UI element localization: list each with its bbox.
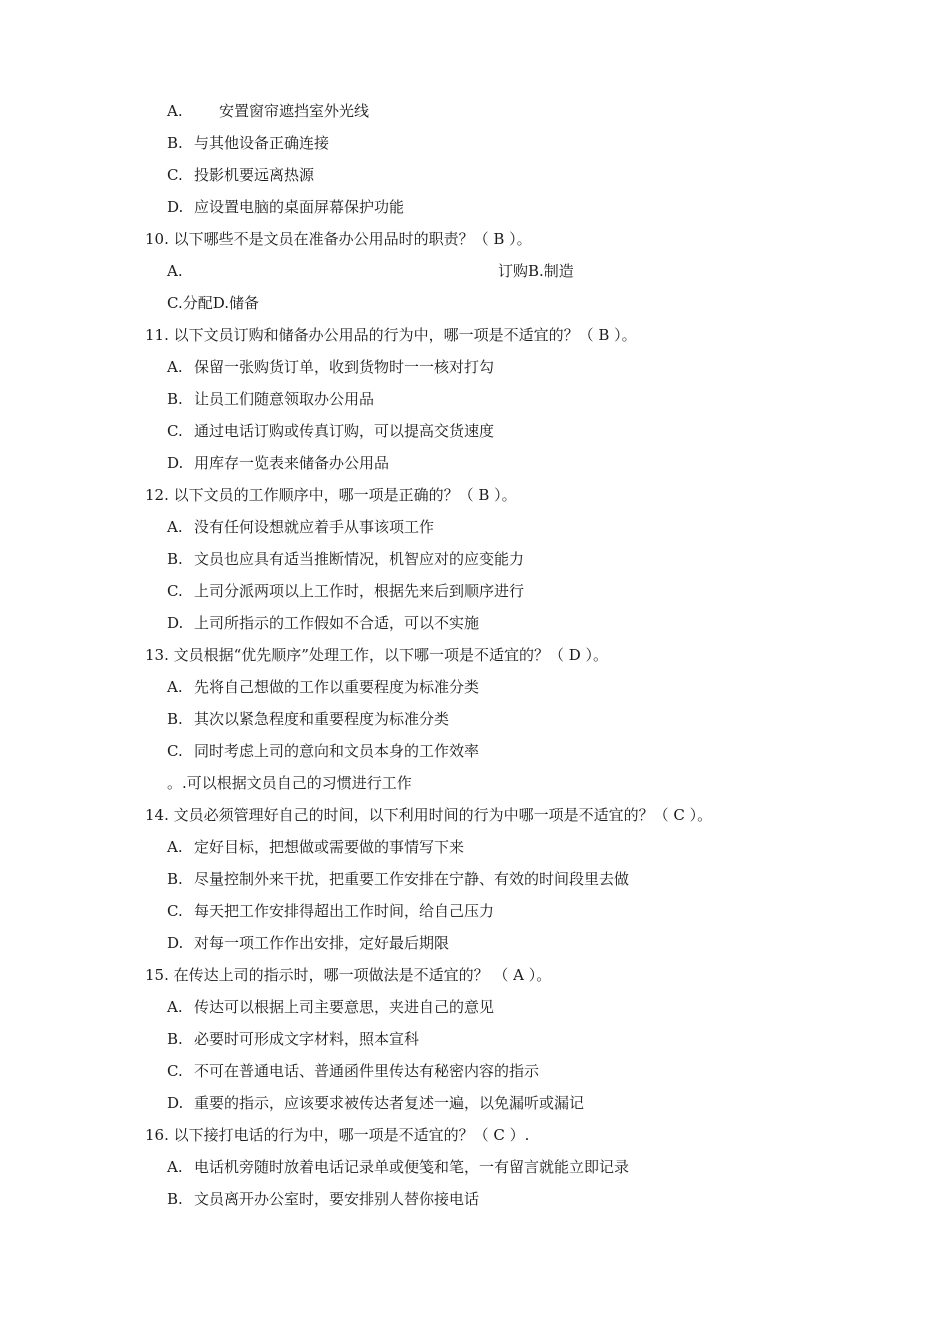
option-line [167, 1061, 539, 1081]
option-label: D. [167, 614, 184, 632]
option-line [167, 997, 494, 1017]
question-line: 13. 文员根据“优先顺序”处理工作，以下哪一项是不适宜的？（ D ）。 [145, 646, 609, 664]
option-label: D. [167, 934, 184, 952]
option-text: 上司所指示的工作假如不合适，可以不实施 [194, 614, 480, 632]
option-line: 。.可以根据文员自己的习惯进行工作 [167, 774, 412, 792]
option-line [167, 933, 449, 953]
option-label: D. [167, 1094, 184, 1112]
question-line: 16. 以下接打电话的行为中，哪一项是不适宜的？（ C ）. [145, 1126, 530, 1144]
option-label: B. [167, 710, 183, 728]
option-text: 先将自己想做的工作以重要程度为标准分类 [194, 678, 480, 696]
option-label: B. [167, 1030, 183, 1048]
option-text: 对每一项工作作出安排，定好最后期限 [194, 934, 450, 952]
option-line [167, 613, 479, 633]
option-text: 不可在普通电话、普通函件里传达有秘密内容的指示 [194, 1062, 540, 1080]
question-line: 14. 文员必须管理好自己的时间，以下利用时间的行为中哪一项是不适宜的？（ C ）。 [145, 806, 713, 824]
option-text: 应设置电脑的桌面屏幕保护功能 [194, 198, 405, 216]
option-line [167, 901, 494, 921]
question-line: 11. 以下文员订购和储备办公用品的行为中，哪一项是不适宜的？（ B ）。 [145, 326, 637, 344]
option-label: A. [167, 998, 183, 1016]
option-line [167, 165, 314, 185]
option-line [167, 453, 389, 473]
option-label: A. [167, 678, 183, 696]
option-text: 尽量控制外来干扰，把重要工作安排在宁静、有效的时间段里去做 [194, 870, 630, 888]
option-label: A. [167, 358, 183, 376]
option-label: A. [167, 262, 183, 280]
option-line [167, 741, 479, 761]
option-text: 定好目标，把想做或需要做的事情写下来 [194, 838, 465, 856]
option-line [167, 1093, 584, 1113]
option-line [167, 421, 494, 441]
option-label: C. [167, 166, 183, 184]
option-text: 文员也应具有适当推断情况，机智应对的应变能力 [194, 550, 525, 568]
option-text: 电话机旁随时放着电话记录单或便笺和笔，一有留言就能立即记录 [194, 1158, 630, 1176]
option-text: 与其他设备正确连接 [194, 134, 330, 152]
option-line [167, 709, 449, 729]
option-text: 同时考虑上司的意向和文员本身的工作效率 [194, 742, 480, 760]
option-line [167, 1157, 629, 1177]
option-line [167, 389, 374, 409]
option-label: B. [167, 870, 183, 888]
question-line: 15. 在传达上司的指示时，哪一项做法是不适宜的？ （ A ）。 [145, 966, 552, 984]
option-line [167, 837, 464, 857]
option-label: C. [167, 742, 183, 760]
option-line [167, 197, 404, 217]
option-text: 通过电话订购或传真订购，可以提高交货速度 [194, 422, 495, 440]
option-line [167, 1189, 479, 1209]
option-text: 上司分派两项以上工作时，根据先来后到顺序进行 [194, 582, 525, 600]
option-line [167, 517, 434, 537]
option-label: C. [167, 582, 183, 600]
option-text: 订购B.制造 [498, 262, 574, 280]
option-label: A. [167, 838, 183, 856]
option-line [167, 549, 524, 569]
option-text: 投影机要远离热源 [194, 166, 315, 184]
option-text: 文员离开办公室时，要安排别人替你接电话 [194, 1190, 480, 1208]
option-text: 保留一张购货订单，收到货物时一一核对打勾 [194, 358, 495, 376]
question-line: 10. 以下哪些不是文员在准备办公用品时的职责？（ B ）。 [145, 230, 532, 248]
option-line: C.分配D.储备 [167, 294, 259, 312]
option-line [167, 357, 494, 377]
option-label: C. [167, 902, 183, 920]
option-label: B. [167, 550, 183, 568]
option-label: A. [167, 102, 183, 120]
option-text: 必要时可形成文字材料，照本宣科 [194, 1030, 420, 1048]
option-label: B. [167, 1190, 183, 1208]
option-text: 每天把工作安排得超出工作时间，给自己压力 [194, 902, 495, 920]
option-text: 其次以紧急程度和重要程度为标准分类 [194, 710, 450, 728]
option-label: D. [167, 198, 184, 216]
option-text: 让员工们随意领取办公用品 [194, 390, 375, 408]
option-line [167, 1029, 419, 1049]
option-text: 用库存一览表来储备办公用品 [194, 454, 390, 472]
option-line [167, 133, 329, 153]
option-text: 传达可以根据上司主要意思，夹进自己的意见 [194, 998, 495, 1016]
option-text: 没有任何设想就应着手从事该项工作 [194, 518, 435, 536]
option-text: 重要的指示，应该要求被传达者复述一遍，以免漏听或漏记 [194, 1094, 585, 1112]
option-line [167, 869, 629, 889]
option-label: A. [167, 1158, 183, 1176]
option-text: 安置窗帘遮挡室外光线 [219, 102, 370, 120]
option-line [167, 581, 524, 601]
option-line [167, 101, 369, 121]
option-label: D. [167, 454, 184, 472]
option-label: C. [167, 422, 183, 440]
option-label: B. [167, 134, 183, 152]
option-label: A. [167, 518, 183, 536]
option-label: C. [167, 1062, 183, 1080]
option-label: B. [167, 390, 183, 408]
question-line: 12. 以下文员的工作顺序中，哪一项是正确的？（ B ）。 [145, 486, 517, 504]
option-line [167, 677, 479, 697]
option-line [167, 261, 194, 281]
